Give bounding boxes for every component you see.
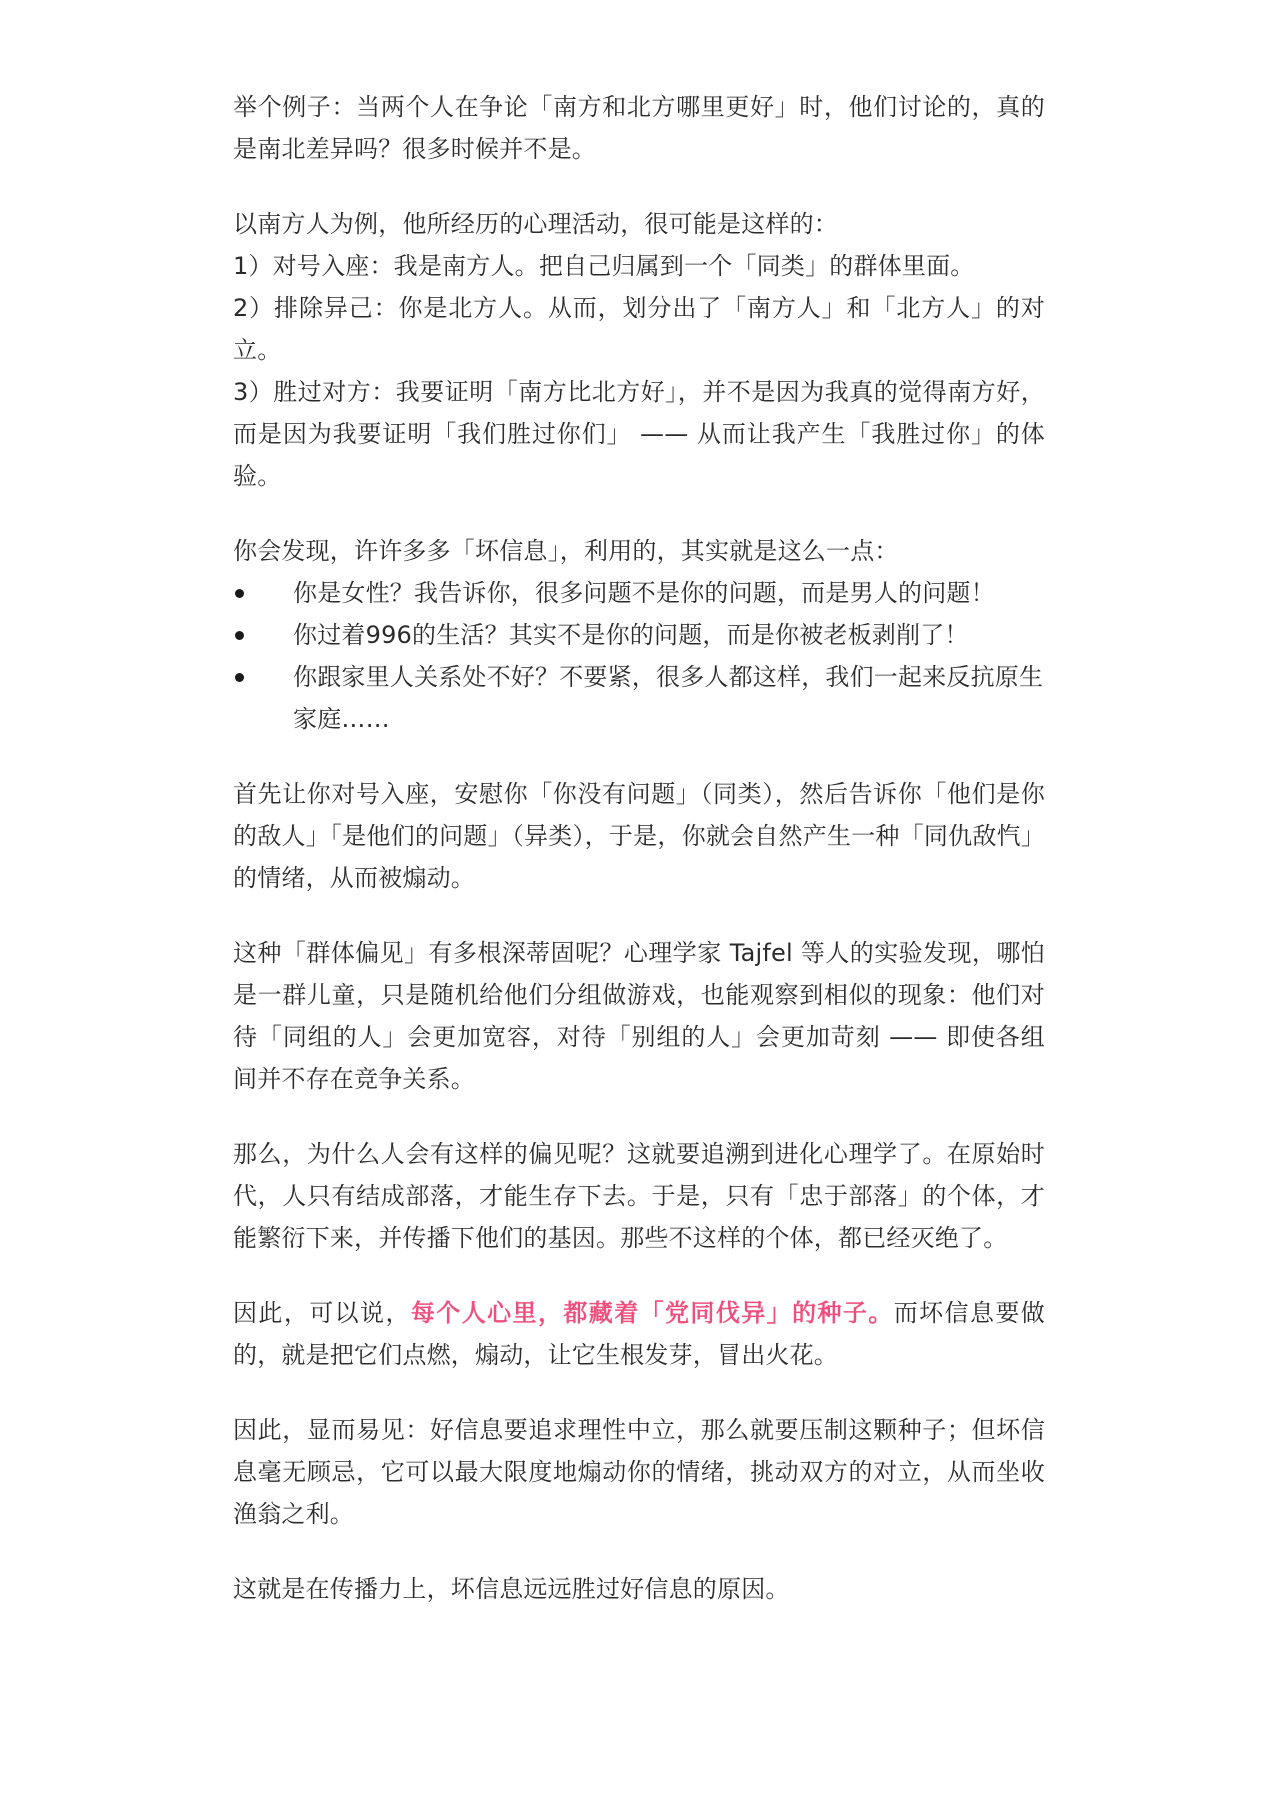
paragraph-tajfel: 这种「群体偏见」有多根深蒂固呢？心理学家 Tajfel 等人的实验发现，哪怕是一群儿童，只是随机给他们分组做游戏，也能观察到相似的现象：他们对待「同组的人」会更加宽容，对待「别组的人」会更加苛刻 —— 即使各组间并不存在竞争关系。 [233,939,1045,1093]
paragraph-evolution: 那么，为什么人会有这样的偏见呢？这就要追溯到进化心理学了。在原始时代，人只有结成部落，才能生存下去。于是，只有「忠于部落」的个体，才能繁衍下来，并传播下他们的基因。那些不这样的个体，都已经灭绝了。 [233,1140,1045,1252]
list-item: 你跟家里人关系处不好？不要紧，很多人都这样，我们一起来反抗原生家庭…… [233,656,1045,740]
step-3: 3）胜过对方：我要证明「南方比北方好」，并不是因为我真的觉得南方好，而是因为我要证明「我们胜过你们」 —— 从而让我产生「我胜过你」的体验。 [233,378,1045,490]
step-1: 1）对号入座：我是南方人。把自己归属到一个「同类」的群体里面。 [233,252,975,280]
paragraph-seed: 因此，可以说，每个人心里，都藏着「党同伐异」的种子。而坏信息要做的，就是把它们点燃，煽动，让它生根发芽，冒出火花。 [233,1299,1045,1369]
paragraph-example: 举个例子：当两个人在争论「南方和北方哪里更好」时，他们讨论的，真的是南北差异吗？很多时候并不是。 [233,93,1045,163]
bullet-dot-icon [235,589,244,598]
highlight-text: 每个人心里，都藏着「党同伐异」的种子。 [410,1299,894,1327]
section-psychology [233,203,1045,497]
step-2: 2）排除异己：你是北方人。从而，划分出了「南方人」和「北方人」的对立。 [233,294,1045,364]
bullet-list [233,572,1045,740]
bullet-dot-icon [235,673,244,682]
list-item: 你过着996的生活？其实不是你的问题，而是你被老板剥削了！ [233,614,1045,656]
list-item: 你是女性？我告诉你，很多问题不是你的问题，而是男人的问题！ [233,572,1045,614]
paragraph-conclusion: 这就是在传播力上，坏信息远远胜过好信息的原因。 [233,1575,790,1603]
section-bad-info [233,530,1045,740]
bullet-dot-icon [235,631,244,640]
article-body [233,86,1045,1610]
paragraph-intro: 以南方人为例，他所经历的心理活动，很可能是这样的： [233,210,838,238]
paragraph-manipulation: 首先让你对号入座，安慰你「你没有问题」（同类），然后告诉你「他们是你的敌人」「是他们的问题」（异类），于是，你就会自然产生一种「同仇敌忾」的情绪，从而被煽动。 [233,780,1045,892]
paragraph-contrast: 因此，显而易见：好信息要追求理性中立，那么就要压制这颗种子；但坏信息毫无顾忌，它可以最大限度地煽动你的情绪，挑动双方的对立，从而坐收渔翁之利。 [233,1416,1045,1528]
paragraph-bad-info-intro: 你会发现，许许多多「坏信息」，利用的，其实就是这么一点： [233,537,899,565]
